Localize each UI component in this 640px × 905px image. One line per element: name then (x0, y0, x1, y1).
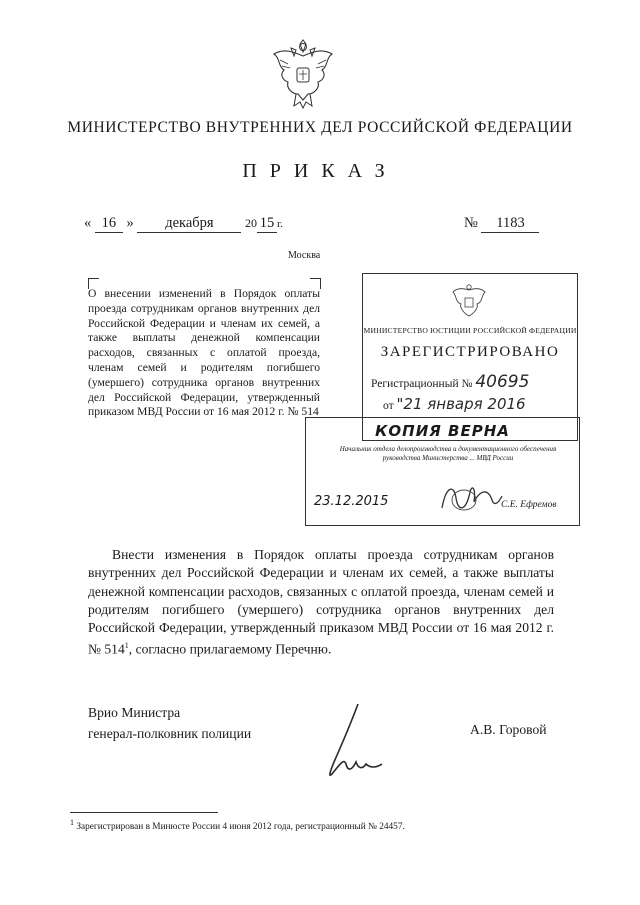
stamp-reg-number: 40695 (475, 372, 530, 392)
handwritten-signature-icon (318, 700, 398, 785)
year-abbr: г. (277, 218, 284, 230)
stamp-emblem-icon (449, 282, 489, 322)
body-text (88, 546, 554, 659)
copy-stamp-date: 23.12.2015 (314, 494, 389, 509)
stamp-status: ЗАРЕГИСТРИРОВАНО (380, 344, 560, 360)
copy-stamp-text: Начальник отдела делопроизводства и документационного обеспечения руководства Министерства ... МВД России (339, 445, 557, 462)
position-line2: генерал-полковник полиции (88, 726, 252, 741)
copy-stamp-signer: С.Е. Ефремов (501, 500, 557, 510)
order-subject: О внесении изменений в Порядок оплаты проезда сотрудникам органов внутренних дел Российской Федерации и членам их семей, а также выплаты денежной компенсации расходов, связанных с оплатой проезда, членам семей и родителям погибшего (умершего) сотрудника органов внутренних дел Российской Федерации, утвержденный приказом МВД России от 16 мая 2012 г. № 514 (88, 287, 320, 419)
emblem-icon (270, 38, 336, 112)
body-main: Внести изменения в Порядок оплаты проезда сотрудникам органов внутренних дел Российской Федерации и членам их семей, а также выплаты денежной компенсации расходов, связанных с оплатой проезда, членам семей и родителям погибшего (умершего) сотрудника органов внутренних дел Российской Федерации, утвержденный приказом МВД России от 16 мая 2012 г. № 514 (88, 547, 554, 658)
footnote-ref: 1 (124, 641, 129, 651)
copy-verified-stamp (305, 417, 580, 526)
order-day: 16 (95, 215, 123, 233)
copy-stamp-signature-icon (436, 478, 506, 518)
order-month: декабря (137, 215, 241, 233)
quote-close: » (126, 215, 134, 231)
footnote-number: 1 (70, 818, 74, 827)
footnote (70, 818, 405, 832)
order-number-field (464, 215, 539, 233)
registration-stamp (362, 273, 578, 441)
year-prefix: 20 (245, 216, 257, 230)
stamp-reg-label: Регистрационный № (371, 378, 473, 390)
stamp-date-row (383, 395, 526, 413)
footnote-text: Зарегистрирован в Минюсте России 4 июня 2012 года, регистрационный № 24457. (76, 822, 405, 833)
document-type-title: ПРИКАЗ (242, 160, 398, 182)
number-sign: № (464, 215, 478, 231)
copy-stamp-title: КОПИЯ ВЕРНА (375, 422, 510, 440)
date-field (84, 215, 283, 233)
body-end: , согласно прилагаемому Перечню. (128, 642, 332, 658)
signatory-position (88, 702, 251, 744)
ministry-name: МИНИСТЕРСТВО ВНУТРЕННИХ ДЕЛ РОССИЙСКОЙ ФЕДЕРАЦИИ (67, 119, 573, 136)
footnote-divider (70, 812, 218, 813)
position-line1: Врио Министра (88, 705, 181, 720)
order-year: 15 (257, 215, 277, 233)
signatory-name: А.В. Горовой (470, 722, 547, 737)
stamp-ministry: МИНИСТЕРСТВО ЮСТИЦИИ РОССИЙСКОЙ ФЕДЕРАЦИИ (363, 326, 577, 335)
city: Москва (288, 250, 321, 261)
quote-open: « (84, 215, 92, 231)
stamp-date-value: "21 января 2016 (396, 395, 526, 413)
order-number: 1183 (481, 215, 539, 233)
stamp-date-label: от (383, 400, 394, 412)
stamp-reg-row (371, 372, 529, 392)
